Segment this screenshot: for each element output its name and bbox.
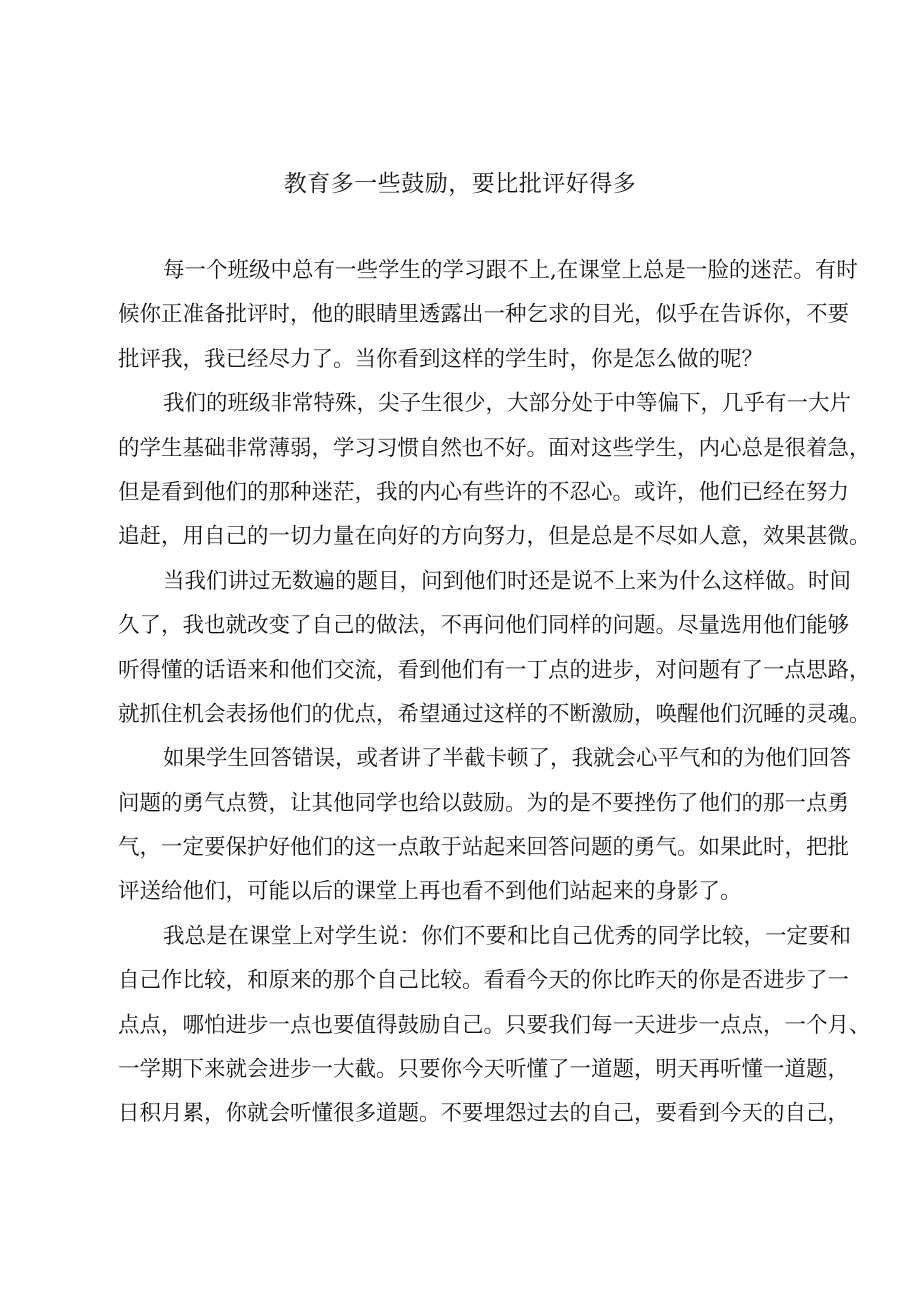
text-line: 我们的班级非常特殊，尖子生很少，大部分处于中等偏下，几乎有一大片 xyxy=(163,391,852,417)
text-line: 久了，我也就改变了自己的做法，不再问他们同样的问题。尽量选用他们能够 xyxy=(118,613,850,639)
text-line: 日积月累，你就会听懂很多道题。不要埋怨过去的自己，要看到今天的自己， xyxy=(118,1101,850,1127)
text-line: 就抓住机会表扬他们的优点，希望通过这样的不断激励，唤醒他们沉睡的灵魂。 xyxy=(118,701,871,727)
text-line: 追赶，用自己的一切力量在向好的方向努力，但是总是不尽如人意，效果甚微。 xyxy=(118,524,871,550)
text-line: 批评我，我已经尽力了。当你看到这样的学生时，你是怎么做的呢？ xyxy=(118,346,764,372)
text-line: 当我们讲过无数遍的题目，问到他们时还是说不上来为什么这样做。时间 xyxy=(163,568,852,594)
text-line: 但是看到他们的那种迷茫，我的内心有些许的不忍心。或许，他们已经在努力 xyxy=(118,479,850,505)
text-line: 评送给他们，可能以后的课堂上再也看不到他们站起来的身影了。 xyxy=(118,879,742,905)
text-line: 一学期下来就会进步一大截。只要你今天听懂了一道题，明天再听懂一道题， xyxy=(118,1057,850,1083)
text-line: 的学生基础非常薄弱，学习习惯自然也不好。面对这些学生，内心总是很着急， xyxy=(118,435,871,461)
text-line: 气，一定要保护好他们的这一点敢于站起来回答问题的勇气。如果此时，把批 xyxy=(118,835,850,861)
text-line: 点点，哪怕进步一点也要值得鼓励自己。只要我们每一天进步一点点，一个月、 xyxy=(118,1012,871,1038)
text-line: 听得懂的话语来和他们交流，看到他们有一丁点的进步，对问题有了一点思路， xyxy=(118,657,871,683)
text-line: 候你正准备批评时，他的眼睛里透露出一种乞求的目光，似乎在告诉你，不要 xyxy=(118,302,850,328)
text-line: 自己作比较，和原来的那个自己比较。看看今天的你比昨天的你是否进步了一 xyxy=(118,968,850,994)
article-body xyxy=(118,249,871,1137)
text-line: 问题的勇气点赞，让其他同学也给以鼓励。为的是不要挫伤了他们的那一点勇 xyxy=(118,790,850,816)
text-line: 每一个班级中总有一些学生的学习跟不上,在课堂上总是一脸的迷茫。有时 xyxy=(163,258,858,283)
text-line: 如果学生回答错误，或者讲了半截卡顿了，我就会心平气和的为他们回答 xyxy=(163,746,852,772)
text-line: 我总是在课堂上对学生说：你们不要和比自己优秀的同学比较，一定要和 xyxy=(163,923,852,949)
page-title: 教育多一些鼓励，要比批评好得多 xyxy=(283,171,637,197)
